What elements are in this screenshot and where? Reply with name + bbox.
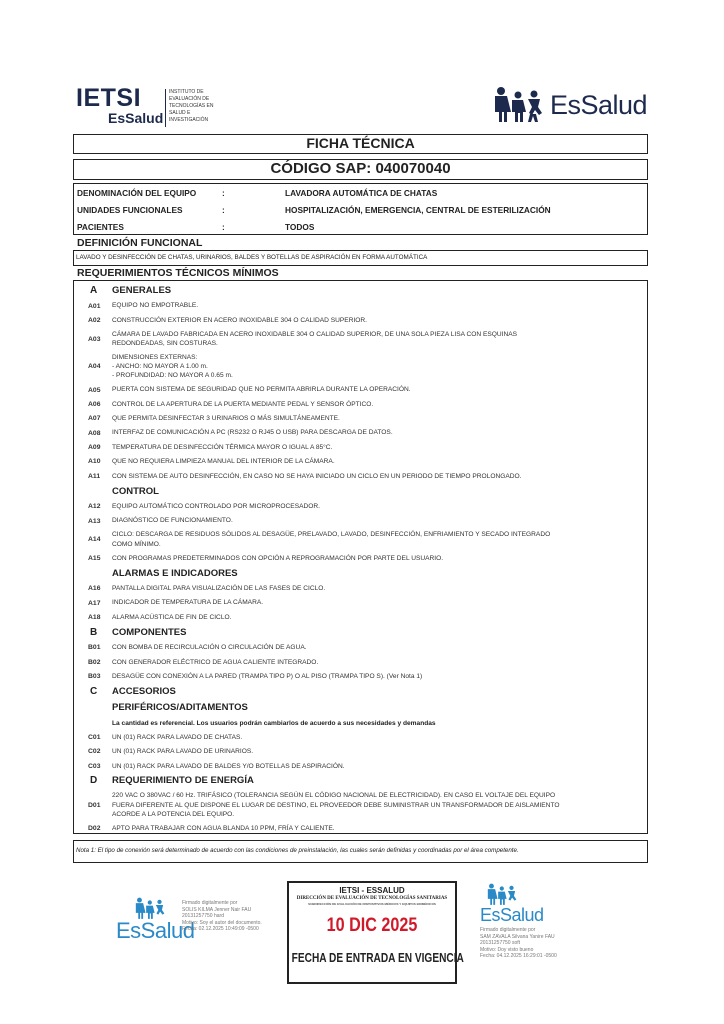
requirement-row: [74, 313, 647, 327]
requirement-text: INDICADOR DE TEMPERATURA DE LA CÁMARA.: [112, 599, 264, 607]
section-header: [74, 484, 647, 500]
requirement-text: EQUIPO NO EMPOTRABLE.: [112, 302, 199, 310]
requirement-code: A12: [88, 503, 101, 511]
info-label: PACIENTES: [77, 222, 124, 232]
section-header: [74, 283, 647, 299]
definicion-text: LAVADO Y DESINFECCIÓN DE CHATAS, URINARIOS, BALDES Y BOTELLAS DE ASPIRACIÓN EN FORMA AUTOMÁTICA: [73, 250, 648, 266]
sap-code: CÓDIGO SAP: 040070040: [73, 159, 648, 180]
requirement-row: [74, 551, 647, 565]
essalud-logo: [492, 86, 652, 122]
requirement-code: A16: [88, 585, 101, 593]
requirement-code: B: [90, 626, 98, 638]
requirement-text: REQUERIMIENTO DE ENERGÍA: [112, 775, 254, 787]
section-header: [74, 700, 647, 716]
requirement-text: CON SISTEMA DE AUTO DESINFECCIÓN, EN CASO NO SE HAYA INICIADO UN CICLO EN UN PERIODO DE TIEMPO PROLONGADO.: [112, 472, 522, 480]
ietsi-logo-subtext: EsSalud: [108, 110, 164, 126]
requirement-code: C01: [88, 733, 101, 741]
requirement-code: A08: [88, 429, 101, 437]
requirement-text: PANTALLA DIGITAL PARA VISUALIZACIÓN DE LAS FASES DE CICLO.: [112, 585, 326, 593]
requirement-code: D: [90, 775, 98, 787]
requirements-table: [73, 280, 648, 834]
digital-signature-text: Firmado digitalmente por SAM ZAVALA Silvana Yanire FAU 20131257750 soft Motivo: Doy visto bueno Fecha: 04.12.2025 16:29:01 -0500: [480, 927, 557, 959]
info-colon: :: [222, 222, 225, 232]
section-header: [74, 566, 647, 582]
requirement-row: [74, 582, 647, 596]
family-icon: [486, 883, 520, 905]
section-header: [74, 773, 647, 789]
requirement-text: ACCESORIOS: [112, 685, 176, 697]
requirement-text: INTERFAZ DE COMUNICACIÓN A PC (RS232 O RJ45 O USB) PARA DESCARGA DE DATOS.: [112, 429, 393, 437]
essalud-logo-text: EsSalud: [550, 90, 648, 120]
requirement-text: CÁMARA DE LAVADO FABRICADA EN ACERO INOXIDABLE 304 O CALIDAD SUPERIOR, DE UNA SOLA PIEZA LISA CON ESQUINAS REDONDEADAS, SIN COSTURAS.: [112, 330, 518, 348]
essalud-logo-text: EsSalud: [480, 905, 544, 925]
requirement-code: A: [90, 285, 98, 296]
digital-signature-text: Firmado digitalmente por SOLIS KILMA Jenner Nair FAU 20131257750 hard Motivo: Soy el autor del documento. Fecha: 02.12.2025 10:49:09 -0500: [182, 900, 262, 932]
stamp-org: IETSI - ESSALUD: [339, 886, 405, 895]
requirement-row: [74, 351, 647, 383]
requirement-row: [74, 383, 647, 397]
requirement-code: A13: [88, 517, 101, 525]
requirement-code: C: [90, 685, 98, 697]
info-colon: :: [222, 188, 225, 198]
ietsi-logo: [76, 86, 226, 130]
requerimientos-heading: REQUERIMIENTOS TÉCNICOS MÍNIMOS: [77, 267, 279, 279]
requirement-code: B02: [88, 658, 101, 666]
requirement-row: [74, 514, 647, 528]
equipment-info: [73, 183, 648, 235]
requirement-code: A18: [88, 614, 101, 621]
requirement-text: CICLO: DESCARGA DE RESIDUOS SÓLIDOS AL DESAGÜE, PRELAVADO, LAVADO, DESINFECCIÓN, ENFRIAMIENTO Y SECADO INTEGRADO COMO MÍNIMO.: [112, 531, 551, 548]
requirement-text: CON BOMBA DE RECIRCULACIÓN O CIRCULACIÓN DE AGUA.: [112, 644, 307, 652]
requirement-code: C02: [88, 748, 101, 756]
ietsi-logo-text: IETSI: [76, 84, 142, 112]
info-row-pacientes: [74, 219, 647, 236]
family-icon: [492, 86, 548, 122]
requirement-code: A05: [88, 386, 101, 394]
requirement-text: DIAGNÓSTICO DE FUNCIONAMIENTO.: [112, 517, 233, 525]
requirement-text: COMPONENTES: [112, 626, 187, 638]
requirement-text: DESAGÜE CON CONEXIÓN A LA PARED (TRAMPA TIPO P) O AL PISO (TRAMPA TIPO S). (Ver Nota 1): [112, 672, 423, 680]
info-value: TODOS: [285, 222, 315, 232]
requirement-row: [74, 328, 647, 351]
requirement-code: A04: [88, 363, 101, 371]
stamp-caption: FECHA DE ENTRADA EN VIGENCIA: [291, 950, 464, 965]
requirement-text: ALARMA ACÚSTICA DE FIN DE CICLO.: [112, 613, 232, 621]
requirement-row: [74, 759, 647, 773]
requirement-code: A15: [88, 554, 101, 562]
requirement-code: A02: [88, 317, 101, 325]
stamp-date: 10 DIC 2025: [326, 915, 418, 936]
requirement-row: [74, 789, 647, 821]
requirement-code: A06: [88, 400, 101, 408]
requirement-row: [74, 655, 647, 669]
requirement-text: CON GENERADOR ELÉCTRICO DE AGUA CALIENTE INTEGRADO.: [112, 658, 319, 666]
info-value: LAVADORA AUTOMÁTICA DE CHATAS: [285, 188, 438, 198]
requirement-code: A11: [88, 472, 101, 480]
stamp-subdirection: SUBDIRECCIÓN DE EVALUACIÓN DE DISPOSITIVOS MÉDICOS Y EQUIPOS BIOMÉDICOS: [308, 902, 436, 906]
info-label: UNIDADES FUNCIONALES: [77, 205, 183, 215]
requirement-row: [74, 397, 647, 411]
essalud-logo-text: EsSalud: [116, 918, 195, 943]
requirement-row: [74, 412, 647, 426]
requirement-text: La cantidad es referencial. Los usuarios podrán cambiarlos de acuerdo a sus necesidades y demandas: [112, 719, 436, 727]
requirement-code: A17: [88, 599, 101, 607]
definicion-heading: DEFINICIÓN FUNCIONAL: [77, 237, 203, 249]
requirement-text: DIMENSIONES EXTERNAS: - ANCHO: NO MAYOR A 1.00 m. - PROFUNDIDAD: NO MAYOR A 0.65 m.: [112, 353, 233, 380]
requirement-code: A03: [88, 335, 101, 343]
requirement-text: ALARMAS E INDICADORES: [112, 567, 238, 579]
section-header: [74, 625, 647, 641]
reference-note: [74, 716, 647, 730]
validity-stamp: [287, 881, 464, 984]
requirement-row: [74, 440, 647, 454]
requirement-row: [74, 641, 647, 655]
requirement-code: A07: [88, 415, 101, 423]
requirement-code: A14: [88, 536, 101, 544]
requirement-text: QUE PERMITA DESINFECTAR 3 URINARIOS O MÁS SIMULTÁNEAMENTE.: [112, 415, 340, 423]
requirement-row: [74, 822, 647, 836]
footnote: Nota 1: El tipo de conexión será determinado de acuerdo con las condiciones de preinstalación, las cuales serán definidas y coordinadas por el área competente.: [73, 840, 648, 863]
requirement-row: [74, 730, 647, 744]
info-row-denominacion: [74, 185, 647, 202]
requirement-code: D02: [88, 825, 101, 833]
requirement-text: GENERALES: [112, 285, 172, 296]
requirement-text: 220 VAC O 380VAC / 60 Hz. TRIFÁSICO (TOLERANCIA SEGÚN EL CÓDIGO NACIONAL DE ELECTRICIDAD). EN CASO EL VOLTAJE DEL EQUIPO FUERA DIFERENTE AL QUE DISPONE EL LUGAR DE DESTINO, EL PROVEEDOR DEBE SUMINISTRAR UN TRANSFORMADOR DE AISLAMIENTO ACORDE A LA POTENCIA DEL EQUIPO.: [112, 792, 560, 819]
requirement-code: A10: [88, 458, 101, 466]
requirement-text: CONTROL: [112, 485, 159, 497]
requirement-row: [74, 596, 647, 610]
info-label: DENOMINACIÓN DEL EQUIPO: [77, 188, 197, 198]
requirement-row: [74, 528, 647, 551]
requirement-row: [74, 455, 647, 469]
requirement-row: [74, 299, 647, 313]
page-title: FICHA TÉCNICA: [73, 134, 648, 154]
requirement-text: CONSTRUCCIÓN EXTERIOR EN ACERO INOXIDABLE 304 O CALIDAD SUPERIOR.: [112, 316, 368, 324]
requirement-text: APTO PARA TRABAJAR CON AGUA BLANDA 10 PPM, FRÍA Y CALIENTE.: [112, 825, 335, 833]
requirement-text: PERIFÉRICOS/ADITAMENTOS: [112, 701, 248, 713]
requirement-text: TEMPERATURA DE DESINFECCIÓN TÉRMICA MAYOR O IGUAL A 85°C.: [112, 443, 333, 451]
requirement-row: [74, 745, 647, 759]
info-row-unidades: [74, 202, 647, 219]
requirement-code: B03: [88, 673, 101, 681]
requirement-row: [74, 610, 647, 624]
requirement-code: B01: [88, 644, 101, 652]
stamp-direction: DIRECCIÓN DE EVALUACIÓN DE TECNOLOGÍAS SANITARIAS: [296, 896, 448, 901]
requirement-code: A01: [88, 302, 101, 310]
ietsi-institute-name: INSTITUTO DE EVALUACIÓN DE TECNOLOGÍAS EN SALUD E INVESTIGACIÓN: [169, 89, 214, 123]
requirement-text: QUE NO REQUIERA LIMPIEZA MANUAL DEL INTERIOR DE LA CÁMARA.: [112, 458, 335, 466]
requirement-row: [74, 669, 647, 683]
requirement-row: [74, 500, 647, 514]
requirement-text: UN (01) RACK PARA LAVADO DE BALDES Y/O BOTELLAS DE ASPIRACIÓN.: [112, 762, 345, 770]
requirement-text: PUERTA CON SISTEMA DE SEGURIDAD QUE NO PERMITA ABRIRLA DURANTE LA OPERACIÓN.: [112, 386, 411, 394]
requirement-text: CONTROL DE LA APERTURA DE LA PUERTA MEDIANTE PEDAL Y SENSOR ÓPTICO.: [112, 400, 374, 408]
requirement-text: EQUIPO AUTOMÁTICO CONTROLADO POR MICROPROCESADOR.: [112, 503, 320, 511]
family-icon: [134, 897, 168, 919]
section-header: [74, 684, 647, 700]
requirement-text: UN (01) RACK PARA LAVADO DE URINARIOS.: [112, 748, 254, 756]
logo-divider: [165, 89, 166, 127]
requirement-code: D01: [88, 802, 101, 810]
requirement-text: UN (01) RACK PARA LAVADO DE CHATAS.: [112, 733, 243, 741]
requirement-row: [74, 426, 647, 440]
requirement-text: CON PROGRAMAS PREDETERMINADOS CON OPCIÓN A REPROGRAMACIÓN POR PARTE DEL USUARIO.: [112, 554, 444, 562]
requirement-code: A09: [88, 444, 101, 452]
requirement-code: C03: [88, 762, 101, 770]
requirement-row: [74, 469, 647, 483]
info-value: HOSPITALIZACIÓN, EMERGENCIA, CENTRAL DE ESTERILIZACIÓN: [285, 205, 551, 215]
info-colon: :: [222, 205, 225, 215]
